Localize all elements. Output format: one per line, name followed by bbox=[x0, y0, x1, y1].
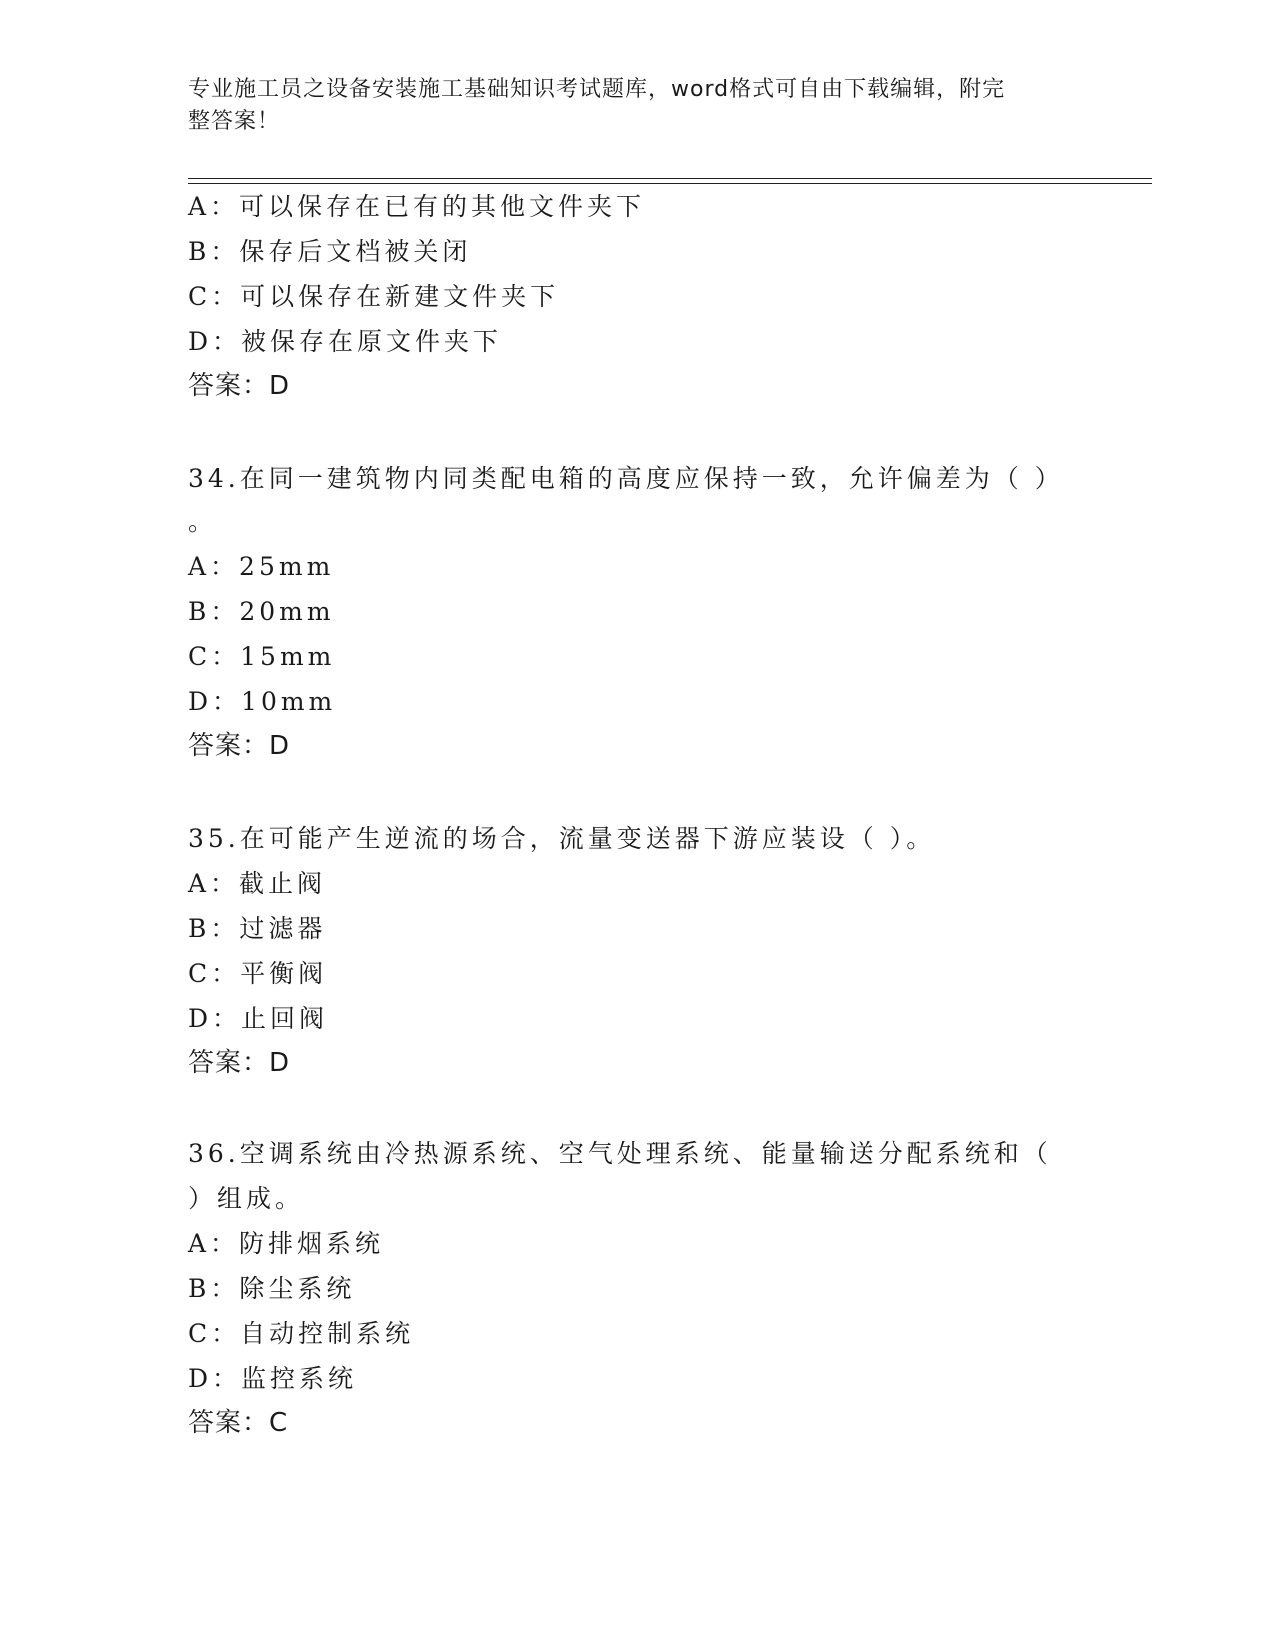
q36-option-d: D：监控系统 bbox=[188, 1364, 358, 1393]
q33-option-b: B：保存后文档被关闭 bbox=[188, 237, 472, 266]
q34-answer: 答案：D bbox=[188, 731, 291, 761]
q35-option-c: C：平衡阀 bbox=[188, 959, 328, 988]
q34-stem-line-1: 34.在同一建筑物内同类配电箱的高度应保持一致，允许偏差为（ ） bbox=[188, 464, 1064, 493]
q36-option-c: C：自动控制系统 bbox=[188, 1319, 415, 1348]
q33-answer: 答案：D bbox=[188, 371, 291, 401]
q34-stem-line-2: 。 bbox=[188, 507, 218, 536]
q33-option-c: C：可以保存在新建文件夹下 bbox=[188, 282, 560, 311]
q35-answer: 答案：D bbox=[188, 1048, 291, 1078]
header-line-2: 整答案！ bbox=[188, 109, 281, 134]
q36-stem-line-1: 36.空调系统由冷热源系统、空气处理系统、能量输送分配系统和（ bbox=[188, 1139, 1052, 1168]
q36-option-a: A：防排烟系统 bbox=[188, 1229, 385, 1258]
q35-option-b: B：过滤器 bbox=[188, 914, 327, 943]
q34-option-c: C：15mm bbox=[188, 642, 336, 671]
q35-stem-line-1: 35.在可能产生逆流的场合，流量变送器下游应装设（ ）。 bbox=[188, 824, 936, 853]
q34-option-a: A：25mm bbox=[188, 552, 335, 581]
document-header bbox=[188, 74, 1068, 138]
q34-option-b: B：20mm bbox=[188, 597, 335, 626]
q36-stem-line-2: ）组成。 bbox=[188, 1184, 305, 1213]
q34-option-d: D：10mm bbox=[188, 687, 337, 716]
q36-option-b: B：除尘系统 bbox=[188, 1274, 356, 1303]
q36-answer: 答案：C bbox=[188, 1408, 289, 1438]
q33-option-a: A：可以保存在已有的其他文件夹下 bbox=[188, 192, 646, 221]
q35-option-d: D：止回阀 bbox=[188, 1004, 329, 1033]
header-divider-bottom bbox=[188, 183, 1152, 184]
header-divider-top bbox=[188, 178, 1152, 179]
q33-option-d: D：被保存在原文件夹下 bbox=[188, 327, 503, 356]
header-line-1: 专业施工员之设备安装施工基础知识考试题库，word格式可自由下载编辑，附完 bbox=[188, 77, 1006, 102]
q35-option-a: A：截止阀 bbox=[188, 869, 327, 898]
